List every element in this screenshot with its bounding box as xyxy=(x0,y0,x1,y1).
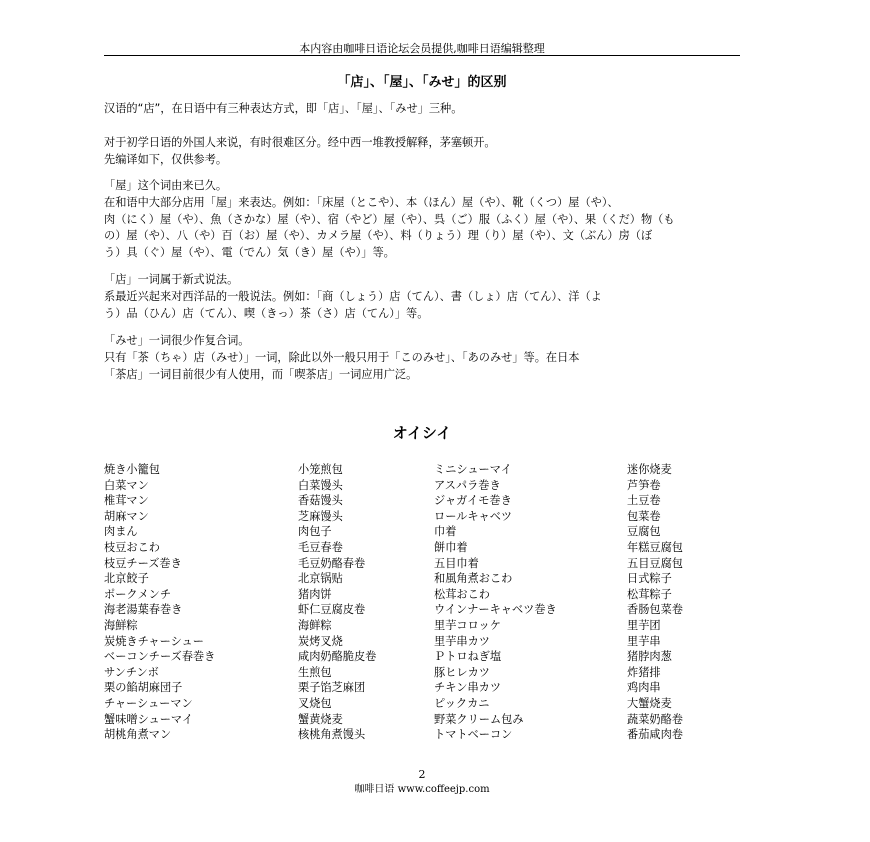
table-cell: サンチンボ xyxy=(104,665,159,679)
table-cell: ジャガイモ巻き xyxy=(434,494,512,508)
table-cell: 野菜クリーム包み xyxy=(434,712,524,726)
table-cell: 五目巾着 xyxy=(434,556,479,570)
table-cell: 蟹味噌シューマイ xyxy=(104,712,194,726)
table-cell: 和風角煮おこわ xyxy=(434,572,513,586)
table-cell: 番茄咸肉卷 xyxy=(627,728,683,742)
table-cell: 猪肉饼 xyxy=(298,587,332,601)
table-cell: 枝豆おこわ xyxy=(104,541,160,554)
page-title: 「店」、「屋」、「みせ」的区别 xyxy=(337,75,507,90)
paragraph-line: 「みせ」一词很少作复合词。 xyxy=(104,334,250,347)
table-cell: 白菜マン xyxy=(104,478,149,492)
paragraph-explanation xyxy=(104,135,754,169)
table-cell: 小笼煎包 xyxy=(298,463,343,476)
table-cell: 焼き小籠包 xyxy=(104,463,160,476)
table-cell: 鸡肉串 xyxy=(627,681,661,695)
paragraph-line: 只有「茶（ちゃ）店（みせ）」一词，除此以外一般只用于「このみせ」、「あのみせ」等。在日本 xyxy=(104,350,580,364)
table-cell: 豚ヒレカツ xyxy=(434,665,490,679)
table-cell: 肉包子 xyxy=(298,525,332,539)
table-cell: ロールキャベツ xyxy=(434,509,513,523)
table-cell: 巾着 xyxy=(434,525,457,539)
table-cell: 年糕豆腐包 xyxy=(627,541,683,554)
table-cell: 芦笋卷 xyxy=(627,478,661,492)
table-cell: ウインナーキャベツ巻き xyxy=(434,603,557,617)
table-cell: 里芋串カツ xyxy=(434,634,490,648)
table-cell: 北京餃子 xyxy=(104,572,149,586)
page-number: 2 xyxy=(418,768,426,781)
paragraph-ya xyxy=(104,178,754,262)
table-cell: アスパラ巻き xyxy=(434,478,501,492)
table-cell: ミニシューマイ xyxy=(434,463,512,476)
paragraph-line: 在和语中大部分店用「屋」来表达。例如：「床屋（とこや）、本（ほん）屋（や）、靴（くつ）屋（や）、 xyxy=(104,195,619,209)
table-cell: 炭烤叉烧 xyxy=(298,634,343,648)
table-cell: 海鮮粽 xyxy=(104,619,138,632)
paragraph-line: 系最近兴起来对西洋品的一般说法。例如：「商（しょう）店（てん）、書（しょ）店（てん）、洋（よ xyxy=(104,289,602,303)
table-cell: 海鲜粽 xyxy=(298,619,332,632)
table-cell: 豆腐包 xyxy=(627,525,661,539)
paragraph-mise xyxy=(104,333,754,383)
paragraph-line: う）具（ぐ）屋（や）、電（でん）気（き）屋（や）」等。 xyxy=(104,246,395,260)
table-cell: ピックカニ xyxy=(434,697,490,710)
table-cell: 毛豆奶酪春卷 xyxy=(298,556,366,570)
paragraph-line: 对于初学日语的外国人来说，有时很难区分。经中西一堆教授解释，茅塞顿开。 xyxy=(104,136,496,149)
table-cell: 白菜馒头 xyxy=(298,478,343,492)
table-cell: 核桃角煮馒头 xyxy=(298,728,366,742)
table-cell: 蟹黄烧麦 xyxy=(298,712,343,726)
table-cell: 椎茸マン xyxy=(104,494,149,508)
table-cell: 里芋团 xyxy=(627,619,661,632)
paragraph-line: 「店」一词属于新式说法。 xyxy=(104,273,239,286)
table-cell: トマトベーコン xyxy=(434,728,513,742)
table-cell: 海老湯葉春巻き xyxy=(104,603,183,617)
table-cell: 炭焼きチャーシュー xyxy=(104,634,204,648)
table-cell: 五目豆腐包 xyxy=(627,556,683,570)
table-cell: Ｐトロねぎ塩 xyxy=(434,650,502,664)
header-divider xyxy=(104,55,740,56)
table-cell: 大蟹烧麦 xyxy=(627,697,672,710)
page-footer: 咖啡日语 www.coffeejp.com xyxy=(354,784,490,795)
section-title: オイシイ xyxy=(392,424,452,442)
table-cell: 胡桃角煮マン xyxy=(104,728,172,742)
table-cell: 迷你烧麦 xyxy=(627,463,672,476)
paragraph-line: う）品（ひん）店（てん）、喫（きっ）茶（さ）店（てん）」等。 xyxy=(104,306,429,320)
paragraph-intro xyxy=(104,101,754,118)
table-cell: 日式粽子 xyxy=(627,572,672,586)
table-cell: チャーシューマン xyxy=(104,697,193,710)
table-cell: 虾仁豆腐皮卷 xyxy=(298,603,366,617)
table-cell: 芝麻馒头 xyxy=(298,509,343,523)
table-cell: 猪脖肉葱 xyxy=(627,650,672,664)
table-cell: 栗子馅芝麻团 xyxy=(298,681,366,695)
paragraph-line: の）屋（や）、八（や）百（お）屋（や）、カメラ屋（や）、料（りょう）理（り）屋（や）、文（ぶん）房（ぼ xyxy=(104,229,653,243)
table-cell: ベーコンチーズ春巻き xyxy=(104,650,216,664)
paragraph-line: 先编译如下，仅供参考。 xyxy=(104,152,228,166)
table-cell: チキン串カツ xyxy=(434,681,502,695)
table-cell: 土豆卷 xyxy=(627,494,661,508)
paragraph-line: 肉（にく）屋（や）、魚（さかな）屋（や）、宿（やど）屋（や）、呉（ご）服（ふく）屋（や）、果（くだ）物（も xyxy=(104,212,675,226)
table-cell: 里芋コロッケ xyxy=(434,619,501,632)
table-cell: 餅巾着 xyxy=(434,541,468,554)
table-cell: 毛豆春卷 xyxy=(298,541,343,554)
paragraph-line: 「屋」这个词由来已久。 xyxy=(104,179,228,192)
paragraph-line: 「茶店」一词目前很少有人使用，而「喫茶店」一词应用广泛。 xyxy=(104,367,418,381)
table-cell: 里芋串 xyxy=(627,634,661,648)
table-cell: 生煎包 xyxy=(298,665,332,679)
table-cell: 包菜卷 xyxy=(627,509,661,523)
table-cell: 松茸おこわ xyxy=(434,587,490,601)
table-cell: 蔬菜奶酪卷 xyxy=(627,712,683,726)
table-cell: 咸肉奶酪脆皮卷 xyxy=(298,650,377,664)
table-cell: 叉烧包 xyxy=(298,697,332,710)
table-cell: 香菇馒头 xyxy=(298,494,343,508)
table-cell: 栗の餡胡麻団子 xyxy=(104,681,183,695)
table-cell: 肉まん xyxy=(104,525,138,539)
table-cell: 松茸粽子 xyxy=(627,587,672,601)
page-header: 本内容由咖啡日语论坛会员提供,咖啡日语编辑整理 xyxy=(299,42,545,55)
paragraph-line: 汉语的“店”，在日语中有三种表达方式，即「店」、「屋」、「みせ」三种。 xyxy=(104,102,463,115)
table-cell: 北京锅贴 xyxy=(298,572,343,586)
table-cell: 枝豆チーズ巻き xyxy=(104,556,182,570)
table-cell: 炸猪排 xyxy=(627,665,661,679)
table-cell: 香肠包菜卷 xyxy=(627,603,683,617)
paragraph-ten xyxy=(104,272,754,322)
table-cell: ポークメンチ xyxy=(104,587,172,601)
table-cell: 胡麻マン xyxy=(104,509,149,523)
